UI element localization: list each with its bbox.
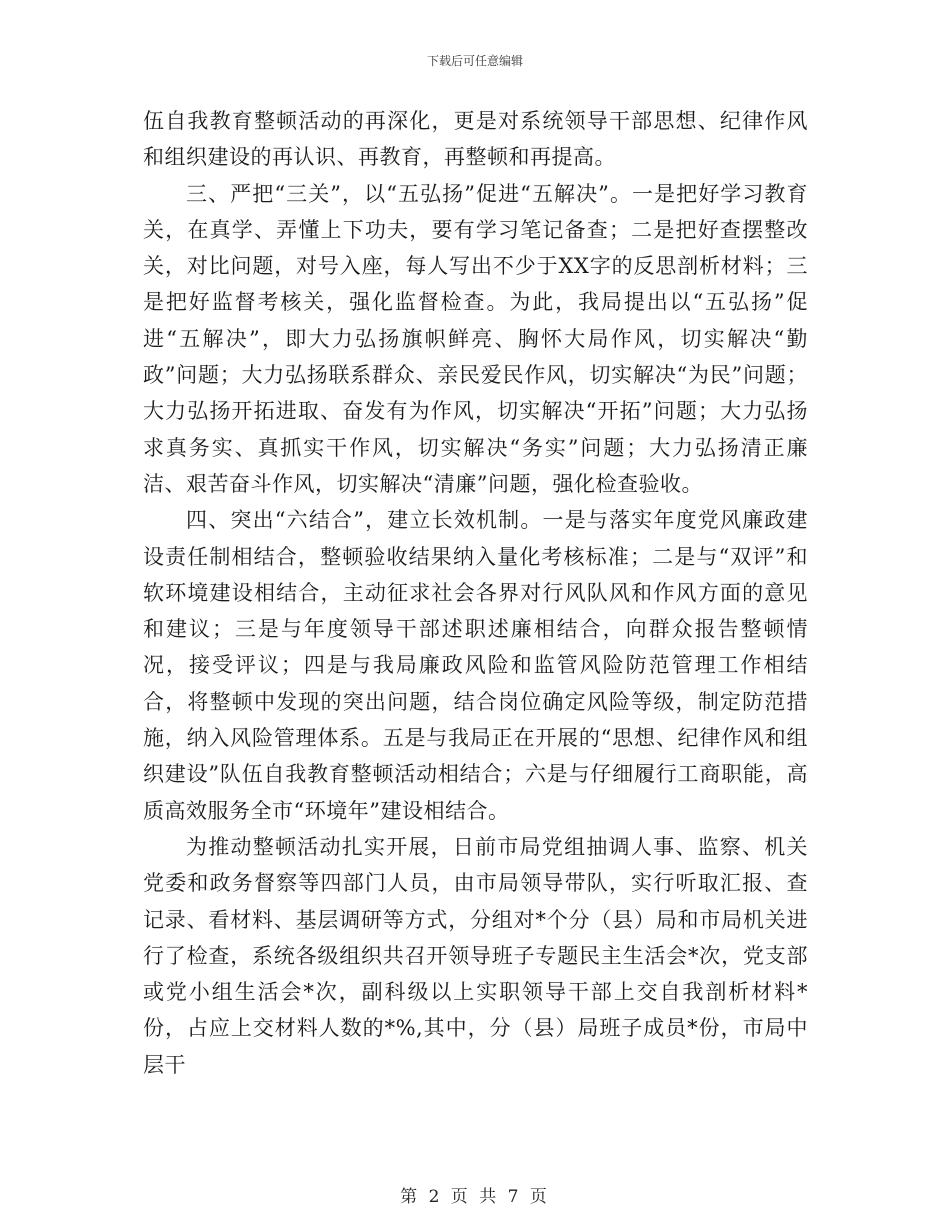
paragraph-inspection: 为推动整顿活动扎实开展，日前市局党组抽调人事、监察、机关党委和政务督察等四部门人员，由市局领导带队，实行听取汇报、查记录、看材料、基层调研等方式，分组对*个分（县）局和市局机关进行了检查，系统各级组织共召开领导班子专题民主生活会*次，党支部或党小组生活会*次，副科级以上实职领导干部上交自我剖析材料*份，占应上交材料人数的*%,其中，分（县）局班子成员*份，市局中层干 bbox=[143, 834, 808, 1077]
paragraph-section-four: 四、突出“六结合”，建立长效机制。一是与落实年度党风廉政建设责任制相结合，整顿验收结果纳入量化考核标准；二是与“双评”和软环境建设相结合，主动征求社会各界对行风队风和作风方面的意见和建议；三是与年度领导干部述职述廉相结合，向群众报告整顿情况，接受评议；四是与我局廉政风险和监管风险防范管理工作相结合，将整顿中发现的突出问题，结合岗位确定风险等级，制定防范措施，纳入风险管理体系。五是与我局正在开展的“思想、纪律作风和组织建设”队伍自我教育整顿活动相结合；六是与仔细履行工商职能，高质高效服务全市“环境年”建设相结合。 bbox=[143, 508, 808, 823]
page-header-note: 下载后可任意编辑 bbox=[426, 54, 523, 68]
document-body bbox=[143, 103, 808, 1083]
page-number-footer: 第 2 页 共 7 页 bbox=[400, 1187, 550, 1207]
paragraph-continuation: 伍自我教育整顿活动的再深化，更是对系统领导干部思想、纪律作风和组织建设的再认识、再教育，再整顿和再提高。 bbox=[143, 109, 808, 170]
paragraph-section-three: 三、严把“三关”，以“五弘扬”促进“五解决”。一是把好学习教育关，在真学、弄懂上下功夫，要有学习笔记备查；二是把好查摆整改关，对比问题，对号入座，每人写出不少于XX字的反思剖析材料；三是把好监督考核关，强化监督检查。为此，我局提出以“五弘扬”促进“五解决”，即大力弘扬旗帜鲜亮、胸怀大局作风，切实解决“勤政”问题；大力弘扬联系群众、亲民爱民作风，切实解决“为民”问题；大力弘扬开拓进取、奋发有为作风，切实解决“开拓”问题；大力弘扬求真务实、真抓实干作风，切实解决“务实”问题；大力弘扬清正廉洁、艰苦奋斗作风，切实解决“清廉”问题，强化检查验收。 bbox=[143, 181, 808, 496]
